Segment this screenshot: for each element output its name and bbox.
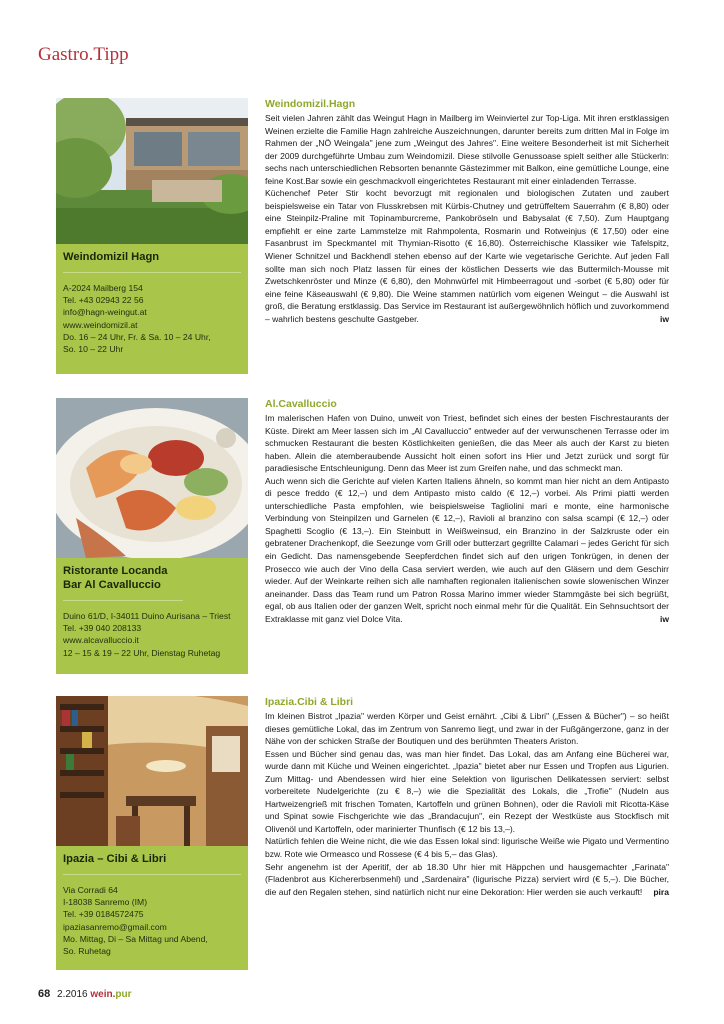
contact-block (63, 282, 241, 355)
author-initials: iw (659, 313, 669, 324)
article-title: Weindomizil.Hagn (265, 98, 356, 110)
photo-weindomizil (56, 98, 248, 244)
paragraph: Im malerischen Hafen von Duino, unweit von Triest, befindet sich eines der besten Fischrestaurants der Küste. Direkt am Meer lassen sich im „Al Cavalluccio" entweder auf der verwunschenen Terrasse oder im schmucken Restaurant die besten Köstlichkeiten genießen, die das Meer als auch der Karst zu bieten haben. Allein die atemberaubende Aussicht holt einen sofort ins Hier und Jetzt zurück und sorgt für paradiesische Entschleunigung. Denn das Meer ist zum Greifen nahe, und das schmeckt man. (265, 413, 669, 474)
contact-block (63, 610, 241, 659)
paragraph-text: Küchenchef Peter Stir kocht bevorzugt mit regionalen und biologischen Zutaten und zaubert beispielsweise ein Tatar von Flusskrebsen mit Kürbis-Chutney und getrüffeltem Sauerrahm (€ 8,80) oder eine Steinpilz-Praline mit Topinamburcreme, Pankobröseln und Babysalat (€ 7,50). Zum Hauptgang empfiehlt er eine zarte Lammstelze mit Rahmpolenta, Rosmarin und Rotweinjus (€ 17,50) oder eine Fasanbrust im Speckmantel mit Thymian-Risotto (€ 16,80). Österreichische Klassiker wie Tafelspitz, Wiener Schnitzel und Backhendl stehen ebenso auf der Karte wie vegetarische Gerichte. Auf jeden Fall sollte man sich noch Platz lassen für eines der köstlichen Desserts wie das Buttermilch-Mousse mit Zwetschkenröster und Minze (€ 6,80), den Mohnwürfel mit Himbeerragout und -sorbet (€ 5,80) oder für eine feine Käseauswahl (€ 9,80). Die Weine stammen natürlich vom eigenen Weingut – die Auswahl ist groß, die Beratung erstklassig. Das Service im Restaurant ist außergewöhnlich höflich und zuvorkommend – wahrlich bestens geschulte Gastgeber. (265, 188, 669, 324)
author-initials: pira (653, 886, 669, 897)
opening-hours: Do. 16 – 24 Uhr, Fr. & Sa. 10 – 24 Uhr, (63, 331, 211, 342)
restaurant-entry-ipazia (56, 696, 668, 970)
magazine-logo-suffix: pur (115, 989, 132, 1000)
website-link[interactable]: www.weindomizil.at (63, 319, 138, 330)
section-header: Gastro.Tipp (38, 44, 129, 65)
issue-number: 2.2016 (57, 989, 88, 1000)
photo-bistro-interior (56, 696, 248, 846)
address: I-18038 Sanremo (IM) (63, 897, 148, 908)
restaurant-entry-cavalluccio (56, 398, 668, 674)
phone: Tel. +39 040 208133 (63, 623, 142, 634)
magazine-logo: wein. (90, 989, 116, 1000)
paragraph-text: Sehr angenehm ist der Aperitif, der ab 18.30 Uhr hier mit Häppchen und hausgemachter „Farinata" (Fladenbrot aus Kichererbsenmehl) und „Sardenaira" (ligurische Pizza) serviert wird (€ 5,–). Die Bücher, die auf den Regalen stehen, sind natürlich nicht nur eine Dekoration: Hier werden sie auch verkauft! (265, 861, 669, 897)
page-number: 68 (38, 988, 51, 1000)
contact-block (63, 884, 241, 957)
opening-hours: Mo. Mittag, Di – Sa Mittag und Abend, (63, 933, 208, 944)
address: Via Corradi 64 (63, 885, 118, 895)
info-box (56, 244, 248, 374)
address: Duino 61/D, I-34011 Duino Aurisana – Triest (63, 611, 231, 621)
page-footer (38, 988, 132, 1000)
article (265, 98, 669, 325)
email-link[interactable]: ipaziasanremo@gmail.com (63, 921, 167, 932)
opening-hours: So. 10 – 22 Uhr (63, 344, 124, 355)
opening-hours: 12 – 15 & 19 – 22 Uhr, Dienstag Ruhetag (63, 647, 221, 658)
article (265, 398, 669, 625)
paragraph: Essen und Bücher sind genau das, was man hier findet. Das Lokal, das am Anfang eine Bücherei war, wurde dann mit Küche und Weinen eingerichtet. „Ipazia" bietet aber nur Essen und Tropfen aus Ligurien. Zum Mittag- und Abendessen wird hier eine Selektion von ligurischen Delikatessen serviert: selbst vorbereitete Nudelgerichte (zu € 8,–) wie die Spezialität des Lokals, die „Trofie" (Nudeln aus Hartweizengrieß mit frischen Tomaten, Kartoffeln und grünen Bohnen), oder die Ravioli mit Ricotta-Käse und Spinat sowie Fischgerichte wie das „Brandacujun", ein Rezept der Westküste aus Stockfisch mit Olivenöl und Kartoffeln, oder marinierter Thunfisch (€ 12 bis 13,–). (265, 748, 669, 834)
address: A-2024 Mailberg 154 (63, 283, 143, 293)
info-box (56, 558, 248, 674)
author-initials: iw (659, 613, 669, 624)
paragraph (265, 861, 669, 899)
restaurant-name: Ristorante Locanda Bar Al Cavalluccio (63, 564, 183, 601)
restaurant-entry-hagn (56, 98, 668, 374)
opening-hours: So. Ruhetag (63, 946, 111, 957)
article (265, 696, 669, 898)
paragraph: Im kleinen Bistrot „Ipazia" werden Körper und Geist ernährt. „Cibi & Libri" („Essen & Bücher") – so heißt dieses gemütliche Lokal, das im Zentrum von Sanremo liegt, und zwar in der Fußgängerzone, ganz in der Nähe von der schicken Straße der Boutiquen und des berühmten Theaters Ariston. (265, 711, 669, 747)
paragraph: Natürlich fehlen die Weine nicht, die wie das Essen lokal sind: ligurische Weiße wie Pigato und Vermentino bzw. Rote wie Ormeasco und Rossese (€ 4 bis 5,– das Glas). (265, 836, 669, 860)
paragraph (265, 187, 669, 325)
website-link[interactable]: www.alcavalluccio.it (63, 635, 139, 646)
email-link[interactable]: info@hagn-weingut.at (63, 307, 147, 318)
article-title: Al.Cavalluccio (265, 398, 337, 410)
restaurant-name: Ipazia – Cibi & Libri (63, 852, 241, 875)
article-title: Ipazia.Cibi & Libri (265, 696, 354, 708)
photo-seafood-plate (56, 398, 248, 558)
restaurant-name: Weindomizil Hagn (63, 250, 241, 273)
info-box (56, 846, 248, 970)
phone: Tel. +39 0184572475 (63, 909, 144, 920)
paragraph: Seit vielen Jahren zählt das Weingut Hagn in Mailberg im Weinviertel zur Top-Liga. Mit ihren erstklassigen Weinen erzielte die Familie Hagn zahlreiche Auszeichnungen, darunter bereits zum dritten Mal in Folge im Rahmen der „NÖ Weingala" jene zum „Weingut des Jahres". Eine weitere Besonderheit ist mit Sicherheit der 2009 durchgeführte Umbau zum Weindomizil. Diese stilvolle Genussoase spielt seither alle Stückerln: sechs nach unterschiedlichen Rebsorten benannte Gästezimmer mit Balkon, eine gemütliche Lounge, eine feine Kost.Bar sowie ein geschmackvoll eingerichtetes Restaurant mit einer einladenden Terrasse. (265, 113, 669, 186)
phone: Tel. +43 02943 22 56 (63, 295, 144, 306)
paragraph (265, 475, 669, 626)
paragraph-text: Auch wenn sich die Gerichte auf vielen Karten Italiens ähneln, so kommt man hier nicht an dem Antipasto di pesce freddo (€ 12,–) und dem Antipasto misto caldo (€ 12,–) vorbei. Als Primi piatti werden unterschiedliche Pasta empfohlen, wie beispielsweise Tagliolini mari e monte, eine harmonische Verbindung von Steinpilzen und Garnelen (€ 12,–), Ravioli al branzino con salsa scampi (€ 12,–) oder Spaghetti Scoglio (€ 13,–). Ein Steinbutt in Weißweinsud, ein Branzino in der Salzkruste oder ein gebratener Drachenkopf, die Seezunge vom Grill oder butterzart gegrillte Calamari – jedes Gericht für sich ein Gedicht. Das namensgebende Seepferdchen findet sich auf den urigen Tonkrügen, in denen der Prosecco wie auch der Vino della Casa serviert werden, wie auch auf den Gläsern und dem Geschirr wieder. Auf der Weinkarte reihen sich alle namhaften regionalen italienischen sowie slowenischen Winzer aneinander. Dass das Team rund um Patron Rossa Marino immer wieder Stammgäste bei sich begrüßt, egal, ob aus Italien oder der ganzen Welt, spricht noch einmal mehr für die Qualität. Ein Sehnsuchtsort der Extraklasse mit ganz viel Dolce Vita. (265, 475, 669, 624)
